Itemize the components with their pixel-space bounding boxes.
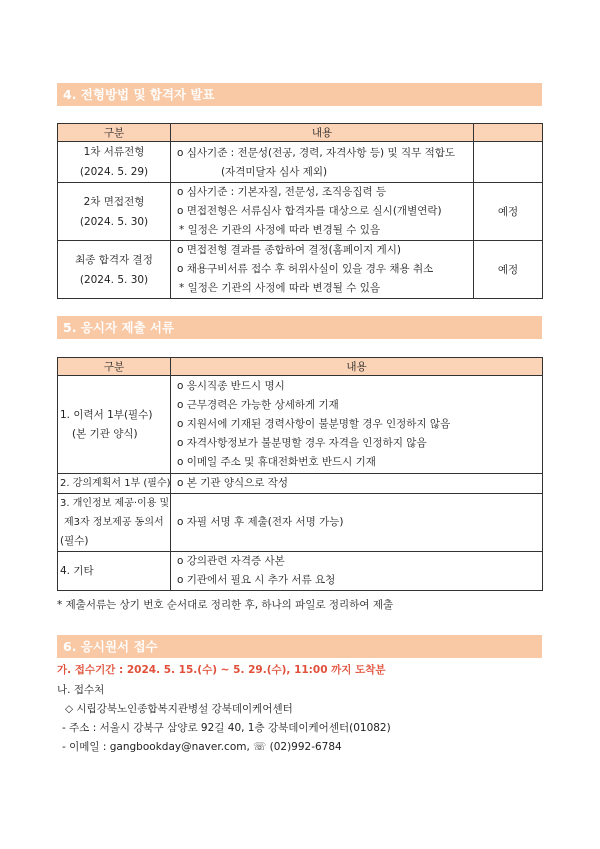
contact-email: - 이메일 : gangbookday@naver.com, ☏ (02)992-6784	[62, 741, 342, 753]
application-period: 가. 접수기간 : 2024. 5. 15.(수) ~ 5. 29.(수), 11:00 까지 도착분	[57, 664, 386, 676]
row-2-note: 예정	[474, 183, 543, 241]
row-2-label: 2차 면접전형 (2024. 5. 30)	[58, 183, 171, 241]
organization-name: ◇ 시립강북노인종합복지관병설 강북데이케어센터	[65, 703, 293, 715]
documents-table	[57, 357, 543, 591]
row-1-note	[474, 142, 543, 183]
submission-place-label: 나. 접수처	[57, 684, 105, 696]
row-3-note: 예정	[474, 241, 543, 299]
doc-2-content: o 본 기관 양식으로 작성	[171, 474, 543, 494]
doc-4-label: 4. 기타	[58, 552, 171, 591]
doc-2-label: 2. 강의계획서 1부 (필수)	[58, 474, 171, 494]
header-content: 내용	[171, 124, 474, 142]
doc-3-content: o 자필 서명 후 제출(전자 서명 가능)	[171, 494, 543, 552]
doc-3-label: 3. 개인정보 제공·이용 및 제3자 정보제공 동의서 (필수)	[58, 494, 171, 552]
doc-1-content: o 응시직종 반드시 명시 o 근무경력은 가능한 상세하게 기재 o 지원서에 기재된 경력사항이 불분명할 경우 인정하지 않음 o 자격사항정보가 불분명할 경우 자격을 인정하지 않음 o 이메일 주소 및 휴대전화번호 반드시 기재	[171, 376, 543, 474]
documents-footnote: * 제출서류는 상기 번호 순서대로 정리한 후, 하나의 파일로 정리하여 제출	[57, 599, 394, 611]
header-category: 구분	[58, 124, 171, 142]
row-3-label: 최종 합격자 결정 (2024. 5. 30)	[58, 241, 171, 299]
header-note	[474, 124, 543, 142]
doc-4-content: o 강의관련 자격증 사본 o 기관에서 필요 시 추가 서류 요청	[171, 552, 543, 591]
address: - 주소 : 서울시 강북구 삼양로 92길 40, 1층 강북데이케어센터(01082)	[62, 722, 391, 734]
section-6-title: 6. 응시원서 접수	[57, 635, 542, 658]
doc-1-label: 1. 이력서 1부(필수) (본 기관 양식)	[58, 376, 171, 474]
row-2-content: o 심사기준 : 기본자질, 전문성, 조직응집력 등 o 면접전형은 서류심사 합격자를 대상으로 실시(개별연락) * 일정은 기관의 사정에 따라 변경될 수 있음	[171, 183, 474, 241]
row-3-content: o 면접전형 결과를 종합하여 결정(홈페이지 게시) o 채용구비서류 접수 후 허위사실이 있을 경우 채용 취소 * 일정은 기관의 사정에 따라 변경될 수 있음	[171, 241, 474, 299]
header-category: 구분	[58, 358, 171, 376]
selection-table	[57, 123, 543, 299]
section-5-title: 5. 응시자 제출 서류	[57, 316, 542, 339]
header-content: 내용	[171, 358, 543, 376]
row-1-label: 1차 서류전형 (2024. 5. 29)	[58, 142, 171, 183]
row-1-content: o 심사기준 : 전문성(전공, 경력, 자격사항 등) 및 직무 적합도 (자격미달자 심사 제외)	[171, 142, 474, 183]
section-4-title: 4. 전형방법 및 합격자 발표	[57, 83, 542, 106]
